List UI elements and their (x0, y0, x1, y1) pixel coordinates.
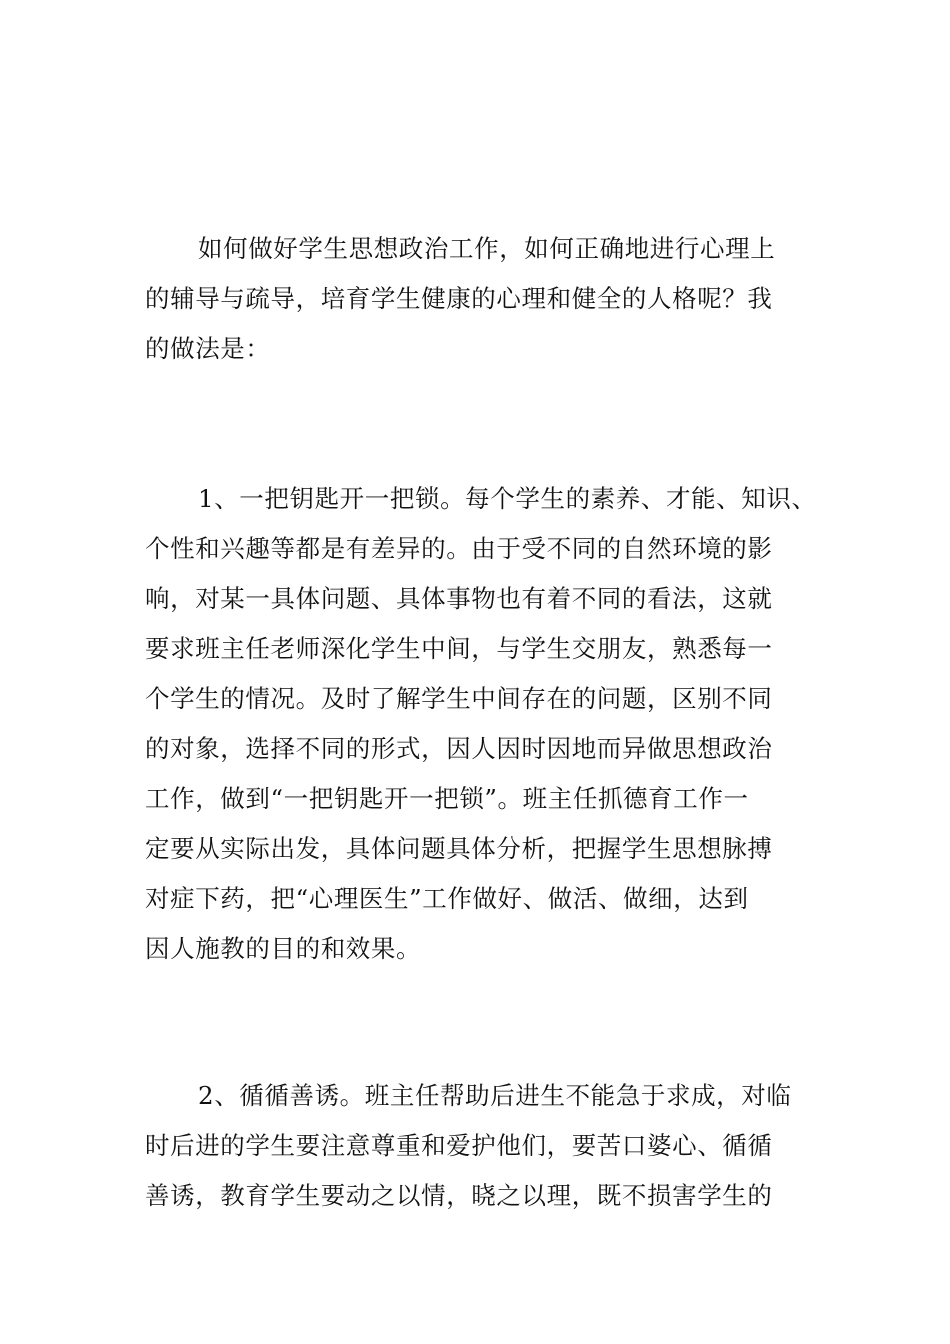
paragraph-3-line-2: 时后进的学生要注意尊重和爱护他们，要苦口婆心、循循 (145, 1131, 773, 1160)
paragraph-2-line-10: 因人施教的目的和效果。 (145, 934, 422, 963)
paragraph-2-line-3: 响，对某一具体问题、具体事物也有着不同的看法，这就 (145, 584, 773, 613)
paragraph-1-line-2: 的辅导与疏导，培育学生健康的心理和健全的人格呢？我 (145, 284, 773, 313)
paragraph-3-line-1: 2、循循善诱。班主任帮助后进生不能急于求成，对临 (198, 1081, 792, 1110)
paragraph-3-line-3: 善诱，教育学生要动之以情，晓之以理，既不损害学生的 (145, 1181, 773, 1210)
paragraph-2-line-4: 要求班主任老师深化学生中间，与学生交朋友，熟悉每一 (145, 634, 773, 663)
paragraph-2-line-7: 工作，做到“一把钥匙开一把锁”。班主任抓德育工作一 (145, 784, 749, 813)
paragraph-2-line-1: 1、一把钥匙开一把锁。每个学生的素养、才能、知识、 (198, 484, 817, 513)
paragraph-2-line-8: 定要从实际出发，具体问题具体分析，把握学生思想脉搏 (145, 834, 773, 863)
paragraph-1-line-3: 的做法是： (145, 334, 271, 363)
paragraph-2-line-5: 个学生的情况。及时了解学生中间存在的问题，区别不同 (145, 684, 773, 713)
paragraph-2-line-6: 的对象，选择不同的形式，因人因时因地而异做思想政治 (145, 734, 773, 763)
paragraph-1-line-1: 如何做好学生思想政治工作，如何正确地进行心理上 (198, 234, 776, 263)
paragraph-2-line-2: 个性和兴趣等都是有差异的。由于受不同的自然环境的影 (145, 534, 773, 563)
paragraph-2-line-9: 对症下药，把“心理医生”工作做好、做活、做细，达到 (145, 884, 749, 913)
